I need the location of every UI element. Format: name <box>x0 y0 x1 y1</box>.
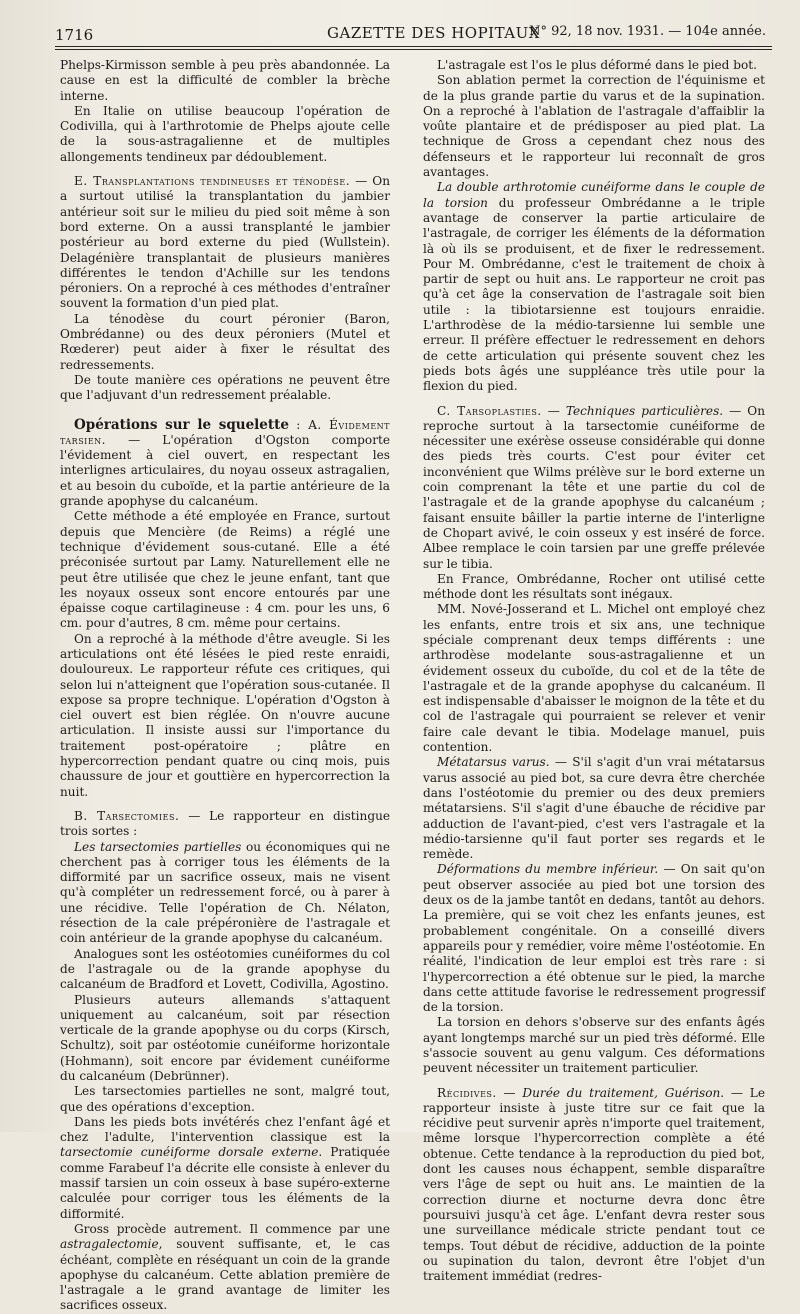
paragraph: C. Tarsoplasties. — Techniques particulières. — On reproche surtout à la tarsectomie cunéiforme de nécessiter une exérèse osseuse considérable qui donne des pieds très courts. C'est pour éviter cet inconvénient que Wilms prélève sur le bord externe un coin comprenant la tête et une partie du col de l'astragale et de la grande apophyse du calcanéum ; faisant ensuite bâiller la partie interne de l'interligne de Chopart avivé, le coin osseux y est inséré de force. Albee remplace le coin tarsien par une greffe prélevée sur le tibia. <box>423 403 765 571</box>
left-column <box>60 58 390 1314</box>
paragraph: Plusieurs auteurs allemands s'attaquent uniquement au calcanéum, soit par résection verticale de la grande apophyse ou du corps (Kirsch, Schultz), soit par ostéotomie cunéiforme horizontale (Hohmann), soit encore par évidement cunéiforme du calcanéum (Debrünner). <box>60 992 390 1083</box>
page-number: 1716 <box>55 26 94 44</box>
paragraph: Gross procède autrement. Il commence par une astragalectomie, souvent suffisante, et, le cas échéant, complète en réséquant un coin de la grande apophyse du calcanéum. Cette ablation première de l'astragale a le grand avantage de limiter les sacrifices osseux. <box>60 1221 390 1313</box>
paragraph: Métatarsus varus. — S'il s'agit d'un vrai métatarsus varus associé au pied bot, sa cure devra être cherchée dans l'ostéotomie du premier ou des deux premiers métatarsiens. S'il s'agit d'une ébauche de récidive par adduction de l'avant-pied, c'est vers l'astragale et la médio-tarsienne qu'il faut porter ses regards et le remède. <box>423 755 765 862</box>
paragraph: Opérations sur le squelette : A. Évidement tarsien. — L'opération d'Ogston comporte l'évidement à ciel ouvert, en respectant les interlignes articulaires, du noyau osseux astragalien, et au besoin du cuboïde, et la partie antérieure de la grande apophyse du calcanéum. <box>60 416 390 509</box>
paragraph: La double arthrotomie cunéiforme dans le couple de la torsion du professeur Ombrédanne a le triple avantage de conserver la partie articulaire de l'astragale, de corriger les éléments de la déformation là où ils se produisent, et de fixer le redressement. Pour M. Ombrédanne, c'est le traitement de choix à partir de sept ou huit ans. Le rapporteur ne croit pas qu'à cet âge la conservation de l'astragale soit bien utile : la tibiotarsienne est toujours enraidie. L'arthrodèse de la médio-tarsienne lui semble une erreur. Il préfère effectuer le redressement en dehors de cette articulation qui présente souvent chez les pieds bots âgés une suppléance très utile pour la flexion du pied. <box>423 180 765 394</box>
paragraph: B. Tarsectomies. — Le rapporteur en distingue trois sortes : <box>60 808 391 839</box>
header-rule <box>55 46 772 50</box>
section-heading: Opérations sur le squelette <box>74 416 289 433</box>
paragraph: Dans les pieds bots invétérés chez l'enfant âgé et chez l'adulte, l'intervention classique est la tarsectomie cunéiforme dorsale externe. Pratiquée comme Farabeuf l'a décrite elle consiste à enlever du massif tarsien un coin osseux à base supéro-externe calculée pour corriger tous les éléments de la difformité. <box>60 1114 390 1221</box>
paragraph: Son ablation permet la correction de l'équinisme et de la plus grande partie du varus et de la supination. On a reproché à l'ablation de l'astragale d'affaiblir la voûte plantaire et de prédisposer au pied plat. La technique de Gross a cependant chez nous des défenseurs et le rapporteur lui reconnaît de gros avantages. <box>423 73 765 180</box>
section-label: Récidives. <box>437 1085 497 1100</box>
paragraph: Récidives. — Durée du traitement, Guérison. — Le rapporteur insiste à juste titre sur ce fait que la récidive peut survenir après n'importe quel traitement, même lorsque l'hypercorrection complète a été obtenue. Cette tendance à la reproduction du pied bot, dont les causes nous échappent, semble disparaître vers l'âge de sept ou huit ans. Le maintien de la correction diurne et nocturne devra donc être poursuivi jusqu'à cet âge. L'enfant devra rester sous une surveillance médicale stricte pendant tout ce temps. Tout début de récidive, adduction de la pointe ou supination du talon, devront être l'objet d'un traitement immédiat (redres- <box>423 1085 765 1284</box>
paragraph: Analogues sont les ostéotomies cunéiformes du col de l'astragale ou de la grande apophyse du calcanéum de Bradford et Lovett, Codivilla, Agostino. <box>60 946 390 992</box>
paragraph: Déformations du membre inférieur. — On sait qu'on peut observer associée au pied bot une torsion des deux os de la jambe tantôt en dedans, tantôt au dehors. La première, qui se voit chez les enfants jeunes, est probablement congénitale. On a conseillé divers appareils pour y remédier, voire même l'ostéotomie. En réalité, l'indication de leur emploi est très rare : si l'hypercorrection a été obtenue sur le pied, la marche dans cette attitude favorise le redressement progressif de la torsion. <box>423 862 765 1015</box>
issue-info: N° 92, 18 nov. 1931. — 104e année. <box>529 24 766 39</box>
paragraph: L'astragale est l'os le plus déformé dans le pied bot. <box>437 58 758 72</box>
paragraph: En France, Ombrédanne, Rocher ont utilisé cette méthode dont les résultats sont inégaux. <box>423 571 765 602</box>
paragraph: De toute manière ces opérations ne peuvent être que l'adjuvant d'un redressement préalable. <box>60 372 390 403</box>
page-header <box>55 18 772 48</box>
section-label: E. Transplantations tendineuses et ténodèse. <box>74 174 351 189</box>
paragraph: La ténodèse du court péronier (Baron, Ombrédanne) ou des deux péroniers (Mutel et Rœderer) peut aider à fixer le résultat des redressements. <box>60 311 390 372</box>
paragraph: Cette méthode a été employée en France, surtout depuis que Mencière (de Reims) a réglé une technique d'évidement sous-cutané. Elle a été préconisée surtout par Lamy. Naturellement elle ne peut être utilisée que chez le jeune enfant, tant que les noyaux osseux sont encore entourés par une épaisse coque cartilagineuse : 4 cm. pour les uns, 6 cm. pour d'autres, 8 cm. même pour certains. <box>60 509 390 631</box>
paragraph: Les tarsectomies partielles ne sont, malgré tout, que des opérations d'exception. <box>60 1084 390 1114</box>
paragraph: On a reproché à la méthode d'être aveugle. Si les articulations ont été lésées le pied reste enraidi, douloureux. Le rapporteur réfute ces critiques, qui selon lui n'atteignent que l'opération sous-cutanée. Il expose sa propre technique. L'opération d'Ogston à ciel ouvert est bien réglée. On n'ouvre aucune articulation. Il insiste aussi sur l'importance du traitement post-opératoire ; plâtre en hypercorrection pendant quatre ou cinq mois, puis chaussure de jour et gouttière en hypercorrection la nuit. <box>60 631 390 799</box>
section-label: B. Tarsectomies. <box>74 808 180 823</box>
paragraph: La torsion en dehors s'observe sur des enfants âgés ayant longtemps marché sur un pied très déformé. Elle s'associe souvent au genu valgum. Ces déformations peuvent nécessiter un traitement particulier. <box>423 1015 765 1076</box>
journal-title: GAZETTE DES HOPITAUX <box>327 24 540 42</box>
right-column <box>423 58 765 1284</box>
section-label: : A. Évidement tarsien. <box>60 417 390 447</box>
paragraph: MM. Nové-Josserand et L. Michel ont employé chez les enfants, entre trois et six ans, une technique spéciale comprenant deux temps différents : une arthrodèse modelante sous-astragalienne et un évidement osseux du cuboïde, du col et de la tête de l'astragale et de la grande apophyse du calcanéum. Il est indispensable d'abaisser le moignon de la tête et du col de l'astragale qui pourraient se relever et venir faire cale devant le tibia. Modelage manuel, puis contention. <box>423 602 765 755</box>
section-label: C. Tarsoplasties. <box>437 403 542 418</box>
paragraph: Phelps-Kirmisson semble à peu près abandonnée. La cause en est la difficulté de combler la brèche interne. <box>60 58 390 103</box>
paragraph: E. Transplantations tendineuses et ténodèse. — On a surtout utilisé la transplantation du jambier antérieur soit sur le milieu du pied soit même à son bord externe. On a aussi transplanté le jambier postérieur au bord externe du pied (Wullstein). Delagénière transplantait de plusieurs manières différentes le tendon d'Achille sur les tendons péroniers. On a reproché à ces méthodes d'entraîner souvent la formation d'un pied plat. <box>60 174 390 311</box>
paragraph: En Italie on utilise beaucoup l'opération de Codivilla, qui à l'arthrotomie de Phelps ajoute celle de la sous-astragalienne et de multiples allongements tendineux par dédoublement. <box>60 103 390 164</box>
paragraph: Les tarsectomies partielles ou économiques qui ne cherchent pas à corriger tous les éléments de la difformité par un sacrifice osseux, mais ne visent qu'à compléter un redressement forcé, ou à parer à une récidive. Telle l'opération de Ch. Nélaton, résection de la cale prépéronière de l'astragale et coin antérieur de la grande apophyse du calcanéum. <box>60 839 390 946</box>
